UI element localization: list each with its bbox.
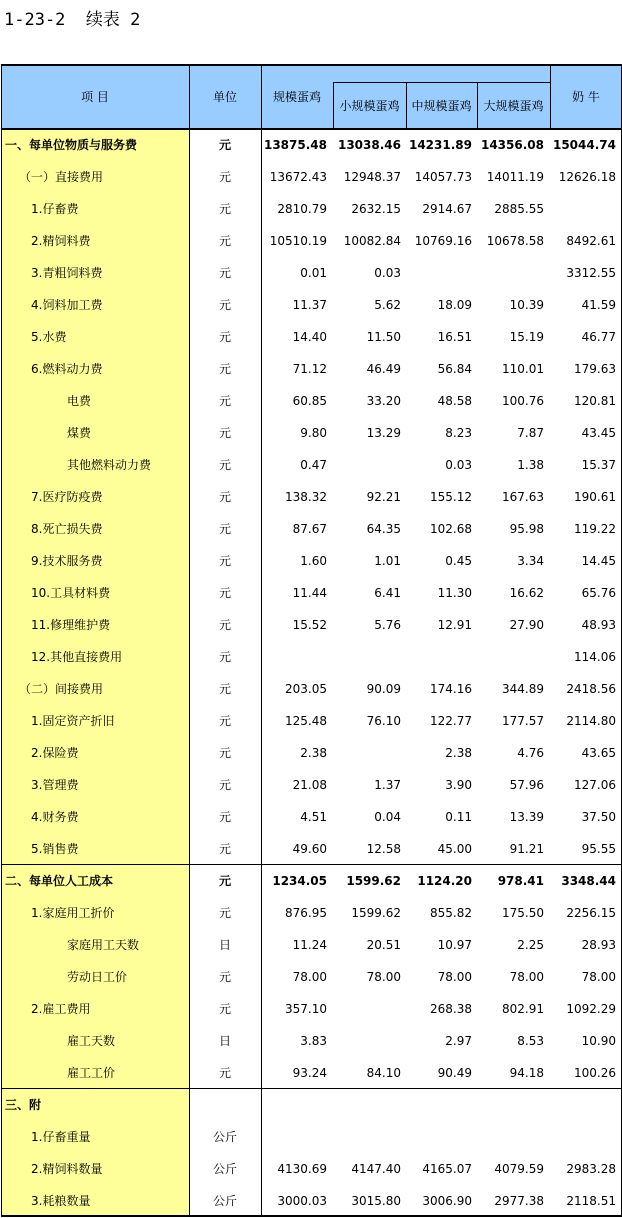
row-value: 110.01 — [502, 362, 544, 376]
row-unit: 元 — [218, 458, 231, 472]
row-label: 2.精饲料数量 — [31, 1162, 103, 1176]
row-value: 1.37 — [374, 778, 401, 792]
row-value: 18.09 — [437, 298, 472, 312]
row-value: 102.68 — [430, 522, 472, 536]
subheader-line — [333, 82, 550, 83]
col-divider-small — [333, 82, 334, 129]
row-value: 12948.37 — [343, 170, 401, 184]
row-label: 1.固定资产折旧 — [31, 714, 115, 728]
row-value: 2418.56 — [566, 682, 616, 696]
row-value: 155.12 — [430, 490, 472, 504]
bottom-border — [1, 1215, 622, 1217]
row-value: 76.10 — [366, 714, 401, 728]
table-row — [1, 513, 622, 545]
row-unit: 公斤 — [212, 1162, 237, 1176]
row-value: 120.81 — [574, 394, 616, 408]
row-value: 114.06 — [574, 650, 616, 664]
row-label: 2.保险费 — [31, 746, 79, 760]
table-row — [1, 225, 622, 257]
header-item: 项 目 — [81, 90, 109, 104]
section-divider-3 — [1, 1088, 622, 1089]
row-label: 2.精饲料费 — [31, 234, 91, 248]
row-value: 11.37 — [292, 298, 327, 312]
row-value — [477, 1089, 544, 1121]
col-divider-milk — [550, 64, 551, 129]
table-row — [1, 737, 622, 769]
row-value: 3015.80 — [351, 1194, 401, 1208]
row-unit: 元 — [218, 746, 231, 760]
table-row — [1, 1025, 622, 1057]
row-value — [477, 641, 544, 673]
row-value: 14.45 — [581, 554, 616, 568]
row-value: 90.49 — [437, 1066, 472, 1080]
row-unit: 元 — [218, 330, 231, 344]
row-unit: 元 — [218, 522, 231, 536]
row-value: 95.55 — [581, 842, 616, 856]
row-label: 三、附 — [5, 1098, 42, 1112]
row-value: 127.06 — [574, 778, 616, 792]
row-label: 6.燃料动力费 — [31, 362, 103, 376]
row-value: 4130.69 — [277, 1162, 327, 1176]
row-unit — [189, 1089, 261, 1121]
row-value: 0.11 — [445, 810, 472, 824]
row-value: 15.37 — [581, 458, 616, 472]
row-value: 1124.20 — [417, 874, 472, 888]
col-divider-large — [477, 82, 478, 129]
row-value: 20.51 — [366, 938, 401, 952]
row-value: 78.00 — [366, 970, 401, 984]
header-medium: 中规模蛋鸡 — [411, 99, 472, 113]
row-unit: 元 — [218, 842, 231, 856]
row-value: 876.95 — [285, 906, 327, 920]
row-value: 92.21 — [366, 490, 401, 504]
table-row — [1, 417, 622, 449]
row-value: 10.39 — [509, 298, 544, 312]
row-unit: 元 — [218, 266, 231, 280]
row-value: 43.65 — [581, 746, 616, 760]
row-value: 2.38 — [300, 746, 327, 760]
row-unit: 元 — [218, 618, 231, 632]
row-value — [406, 1121, 472, 1153]
row-value: 6.41 — [374, 586, 401, 600]
row-value: 14057.73 — [414, 170, 472, 184]
row-value: 0.47 — [300, 458, 327, 472]
row-unit: 元 — [218, 1066, 231, 1080]
row-value: 11.44 — [292, 586, 327, 600]
row-value: 8.53 — [517, 1034, 544, 1048]
row-label: 一、每单位物质与服务费 — [5, 138, 138, 152]
row-value: 3000.03 — [277, 1194, 327, 1208]
row-value: 2.97 — [445, 1034, 472, 1048]
col-divider-label — [189, 64, 190, 1217]
row-label: 5.销售费 — [31, 842, 79, 856]
table-row — [1, 1121, 622, 1153]
row-value: 46.77 — [581, 330, 616, 344]
table-row — [1, 545, 622, 577]
row-label: 劳动日工价 — [67, 970, 128, 984]
row-value: 12.91 — [437, 618, 472, 632]
row-value: 5.62 — [374, 298, 401, 312]
row-label: 雇工天数 — [67, 1034, 116, 1048]
row-value — [333, 993, 401, 1025]
table-row — [1, 577, 622, 609]
row-value: 167.63 — [502, 490, 544, 504]
row-value — [477, 257, 544, 289]
header-scale: 规模蛋鸡 — [272, 90, 321, 104]
row-value: 46.49 — [366, 362, 401, 376]
row-label: 1.家庭用工折价 — [31, 906, 115, 920]
row-value: 203.05 — [285, 682, 327, 696]
row-value: 37.50 — [581, 810, 616, 824]
row-unit: 元 — [218, 586, 231, 600]
row-label: 1.仔畜重量 — [31, 1130, 91, 1144]
row-value: 49.60 — [292, 842, 327, 856]
table-row — [1, 833, 622, 865]
row-value: 12626.18 — [558, 170, 616, 184]
row-value: 33.20 — [366, 394, 401, 408]
row-value: 78.00 — [509, 970, 544, 984]
section-divider-2 — [1, 864, 622, 865]
row-value: 3006.90 — [422, 1194, 472, 1208]
row-label: 二、每单位人工成本 — [5, 874, 114, 888]
row-value: 0.45 — [445, 554, 472, 568]
header-large: 大规模蛋鸡 — [483, 99, 544, 113]
row-value: 14.40 — [292, 330, 327, 344]
table-row — [1, 321, 622, 353]
row-value: 45.00 — [437, 842, 472, 856]
row-value — [550, 1089, 616, 1121]
row-value: 2256.15 — [566, 906, 616, 920]
row-value: 65.76 — [581, 586, 616, 600]
row-value: 1599.62 — [351, 906, 401, 920]
row-value: 10769.16 — [414, 234, 472, 248]
row-value: 48.93 — [581, 618, 616, 632]
row-value: 11.24 — [292, 938, 327, 952]
row-value: 13.39 — [509, 810, 544, 824]
row-unit: 元 — [218, 778, 231, 792]
row-value: 138.32 — [285, 490, 327, 504]
row-value: 21.08 — [292, 778, 327, 792]
row-value: 48.58 — [437, 394, 472, 408]
row-value: 3.34 — [517, 554, 544, 568]
row-value: 855.82 — [430, 906, 472, 920]
row-label: 9.技术服务费 — [31, 554, 103, 568]
row-unit: 元 — [218, 394, 231, 408]
row-value: 1.38 — [517, 458, 544, 472]
row-value: 11.50 — [366, 330, 401, 344]
row-value — [333, 1121, 401, 1153]
row-value: 78.00 — [437, 970, 472, 984]
row-label: 3.管理费 — [31, 778, 79, 792]
row-unit: 元 — [218, 906, 231, 920]
table-row — [1, 929, 622, 961]
row-value: 13038.46 — [337, 138, 401, 152]
row-unit: 元 — [218, 298, 231, 312]
row-value: 94.18 — [509, 1066, 544, 1080]
table-row — [1, 801, 622, 833]
row-value: 14356.08 — [480, 138, 544, 152]
row-value: 16.51 — [437, 330, 472, 344]
row-value: 5.76 — [374, 618, 401, 632]
row-value: 10.97 — [437, 938, 472, 952]
row-value: 57.96 — [509, 778, 544, 792]
row-unit: 元 — [218, 490, 231, 504]
table-row — [1, 705, 622, 737]
row-value: 179.63 — [574, 362, 616, 376]
row-value: 13.29 — [366, 426, 401, 440]
row-value: 4.76 — [517, 746, 544, 760]
row-value: 0.04 — [374, 810, 401, 824]
row-value: 71.12 — [292, 362, 327, 376]
table-row — [1, 609, 622, 641]
row-label: 其他燃料动力费 — [67, 458, 152, 472]
row-value: 802.91 — [502, 1002, 544, 1016]
row-value: 177.57 — [502, 714, 544, 728]
row-label: 1.仔畜费 — [31, 202, 79, 216]
table-row — [1, 673, 622, 705]
row-value — [550, 1121, 616, 1153]
row-value: 190.61 — [574, 490, 616, 504]
header-unit: 单位 — [212, 90, 237, 104]
row-value — [333, 737, 401, 769]
row-value: 175.50 — [502, 906, 544, 920]
top-border — [1, 64, 622, 66]
col-divider-unit — [261, 64, 262, 1217]
row-label: 8.死亡损失费 — [31, 522, 103, 536]
row-value — [333, 1025, 401, 1057]
row-unit: 元 — [218, 1002, 231, 1016]
row-value: 78.00 — [292, 970, 327, 984]
row-label: 11.修理维护费 — [31, 618, 111, 632]
table-row — [1, 129, 622, 161]
row-value: 60.85 — [292, 394, 327, 408]
row-unit: 元 — [218, 362, 231, 376]
row-value: 11.30 — [437, 586, 472, 600]
row-value: 10082.84 — [343, 234, 401, 248]
row-unit: 日 — [218, 1034, 231, 1048]
table-row — [1, 897, 622, 929]
row-value: 268.38 — [430, 1002, 472, 1016]
row-label: 3.青粗饲料费 — [31, 266, 103, 280]
row-value: 93.24 — [292, 1066, 327, 1080]
row-value: 2977.38 — [494, 1194, 544, 1208]
row-value — [333, 449, 401, 481]
row-value: 15.52 — [292, 618, 327, 632]
row-value: 122.77 — [430, 714, 472, 728]
row-value: 1599.62 — [346, 874, 401, 888]
row-value: 43.45 — [581, 426, 616, 440]
row-value: 0.03 — [445, 458, 472, 472]
row-value: 0.01 — [300, 266, 327, 280]
row-value: 14011.19 — [486, 170, 544, 184]
row-unit: 元 — [218, 202, 231, 216]
row-label: （二）间接费用 — [19, 682, 104, 696]
row-value: 84.10 — [366, 1066, 401, 1080]
row-unit: 元 — [218, 138, 231, 152]
row-value: 2.38 — [445, 746, 472, 760]
row-value: 87.67 — [292, 522, 327, 536]
row-value: 1.60 — [300, 554, 327, 568]
row-label: 12.其他直接费用 — [31, 650, 123, 664]
table-row — [1, 993, 622, 1025]
row-unit: 元 — [218, 874, 231, 888]
row-value — [261, 1121, 327, 1153]
table-row — [1, 385, 622, 417]
row-value: 10.90 — [581, 1034, 616, 1048]
row-value: 27.90 — [509, 618, 544, 632]
row-label: 4.财务费 — [31, 810, 79, 824]
row-value: 3348.44 — [561, 874, 616, 888]
row-value: 14231.89 — [408, 138, 472, 152]
header-milk: 奶 牛 — [572, 90, 600, 104]
row-value: 2983.28 — [566, 1162, 616, 1176]
row-value — [333, 641, 401, 673]
table-title: 1-23-2 续表 2 — [4, 10, 141, 30]
row-label: 2.雇工费用 — [31, 1002, 91, 1016]
row-value: 2118.51 — [566, 1194, 616, 1208]
row-unit: 元 — [218, 426, 231, 440]
row-value: 64.35 — [366, 522, 401, 536]
table-header — [1, 64, 622, 129]
row-value: 28.93 — [581, 938, 616, 952]
row-unit: 元 — [218, 682, 231, 696]
row-value — [261, 641, 327, 673]
table-row — [1, 161, 622, 193]
row-unit: 元 — [218, 170, 231, 184]
row-value: 0.03 — [374, 266, 401, 280]
row-value: 12.58 — [366, 842, 401, 856]
row-value: 2632.15 — [351, 202, 401, 216]
row-value: 4079.59 — [494, 1162, 544, 1176]
row-value: 1.01 — [374, 554, 401, 568]
table-row — [1, 257, 622, 289]
row-value: 2810.79 — [277, 202, 327, 216]
row-value: 8.23 — [445, 426, 472, 440]
row-label: （一）直接费用 — [19, 170, 104, 184]
row-value: 10510.19 — [269, 234, 327, 248]
table-row — [1, 193, 622, 225]
row-label: 3.耗粮数量 — [31, 1194, 91, 1208]
row-unit: 元 — [218, 810, 231, 824]
row-value: 3.83 — [300, 1034, 327, 1048]
row-label: 7.医疗防疫费 — [31, 490, 103, 504]
row-unit: 元 — [218, 234, 231, 248]
row-label: 雇工工价 — [67, 1066, 116, 1080]
left-border — [1, 64, 2, 1217]
row-value: 4.51 — [300, 810, 327, 824]
row-value — [550, 193, 616, 225]
row-value: 3312.55 — [566, 266, 616, 280]
table-row — [1, 481, 622, 513]
row-label: 4.饲料加工费 — [31, 298, 103, 312]
row-unit: 元 — [218, 650, 231, 664]
table-row — [1, 961, 622, 993]
row-unit: 日 — [218, 938, 231, 952]
row-value: 119.22 — [574, 522, 616, 536]
row-value — [333, 1089, 401, 1121]
row-value — [261, 1089, 327, 1121]
row-value: 9.80 — [300, 426, 327, 440]
row-value: 10678.58 — [486, 234, 544, 248]
table-row — [1, 353, 622, 385]
table-row — [1, 449, 622, 481]
row-value — [406, 1089, 472, 1121]
row-value: 15044.74 — [552, 138, 616, 152]
row-unit: 公斤 — [212, 1130, 237, 1144]
table-row — [1, 1153, 622, 1185]
row-label: 家庭用工天数 — [67, 938, 140, 952]
row-value: 3.90 — [445, 778, 472, 792]
row-label: 电费 — [67, 394, 92, 408]
table-row — [1, 1185, 622, 1217]
col-divider-medium — [406, 82, 407, 129]
row-value: 344.89 — [502, 682, 544, 696]
row-unit: 元 — [218, 554, 231, 568]
row-value: 90.09 — [366, 682, 401, 696]
row-value — [477, 1121, 544, 1153]
row-value: 2.25 — [517, 938, 544, 952]
row-value: 13875.48 — [263, 138, 327, 152]
table-row — [1, 641, 622, 673]
row-value: 13672.43 — [269, 170, 327, 184]
row-value: 4147.40 — [351, 1162, 401, 1176]
row-value: 78.00 — [581, 970, 616, 984]
table-row — [1, 1057, 622, 1089]
row-value: 978.41 — [497, 874, 544, 888]
row-value: 8492.61 — [566, 234, 616, 248]
row-value: 1234.05 — [272, 874, 327, 888]
row-value: 91.21 — [509, 842, 544, 856]
header-small: 小规模蛋鸡 — [339, 99, 400, 113]
row-value: 2114.80 — [566, 714, 616, 728]
row-value: 7.87 — [517, 426, 544, 440]
row-label: 5.水费 — [31, 330, 67, 344]
row-value: 2914.67 — [422, 202, 472, 216]
row-value: 16.62 — [509, 586, 544, 600]
table-row — [1, 1089, 622, 1121]
row-value: 95.98 — [509, 522, 544, 536]
row-unit: 公斤 — [212, 1194, 237, 1208]
table-row — [1, 769, 622, 801]
row-value — [406, 641, 472, 673]
row-value: 100.76 — [502, 394, 544, 408]
row-value: 2885.55 — [494, 202, 544, 216]
row-unit: 元 — [218, 714, 231, 728]
row-value: 56.84 — [437, 362, 472, 376]
row-label: 10.工具材料费 — [31, 586, 111, 600]
header-bottom-border — [1, 128, 622, 130]
row-value: 4165.07 — [422, 1162, 472, 1176]
row-value: 41.59 — [581, 298, 616, 312]
row-value: 100.26 — [574, 1066, 616, 1080]
table-row — [1, 865, 622, 897]
row-value: 1092.29 — [566, 1002, 616, 1016]
table-row — [1, 289, 622, 321]
row-value: 174.16 — [430, 682, 472, 696]
row-value — [406, 257, 472, 289]
row-value: 357.10 — [285, 1002, 327, 1016]
data-table — [1, 64, 622, 1217]
row-value: 125.48 — [285, 714, 327, 728]
row-label: 煤费 — [67, 426, 92, 440]
row-unit: 元 — [218, 970, 231, 984]
row-value: 15.19 — [509, 330, 544, 344]
